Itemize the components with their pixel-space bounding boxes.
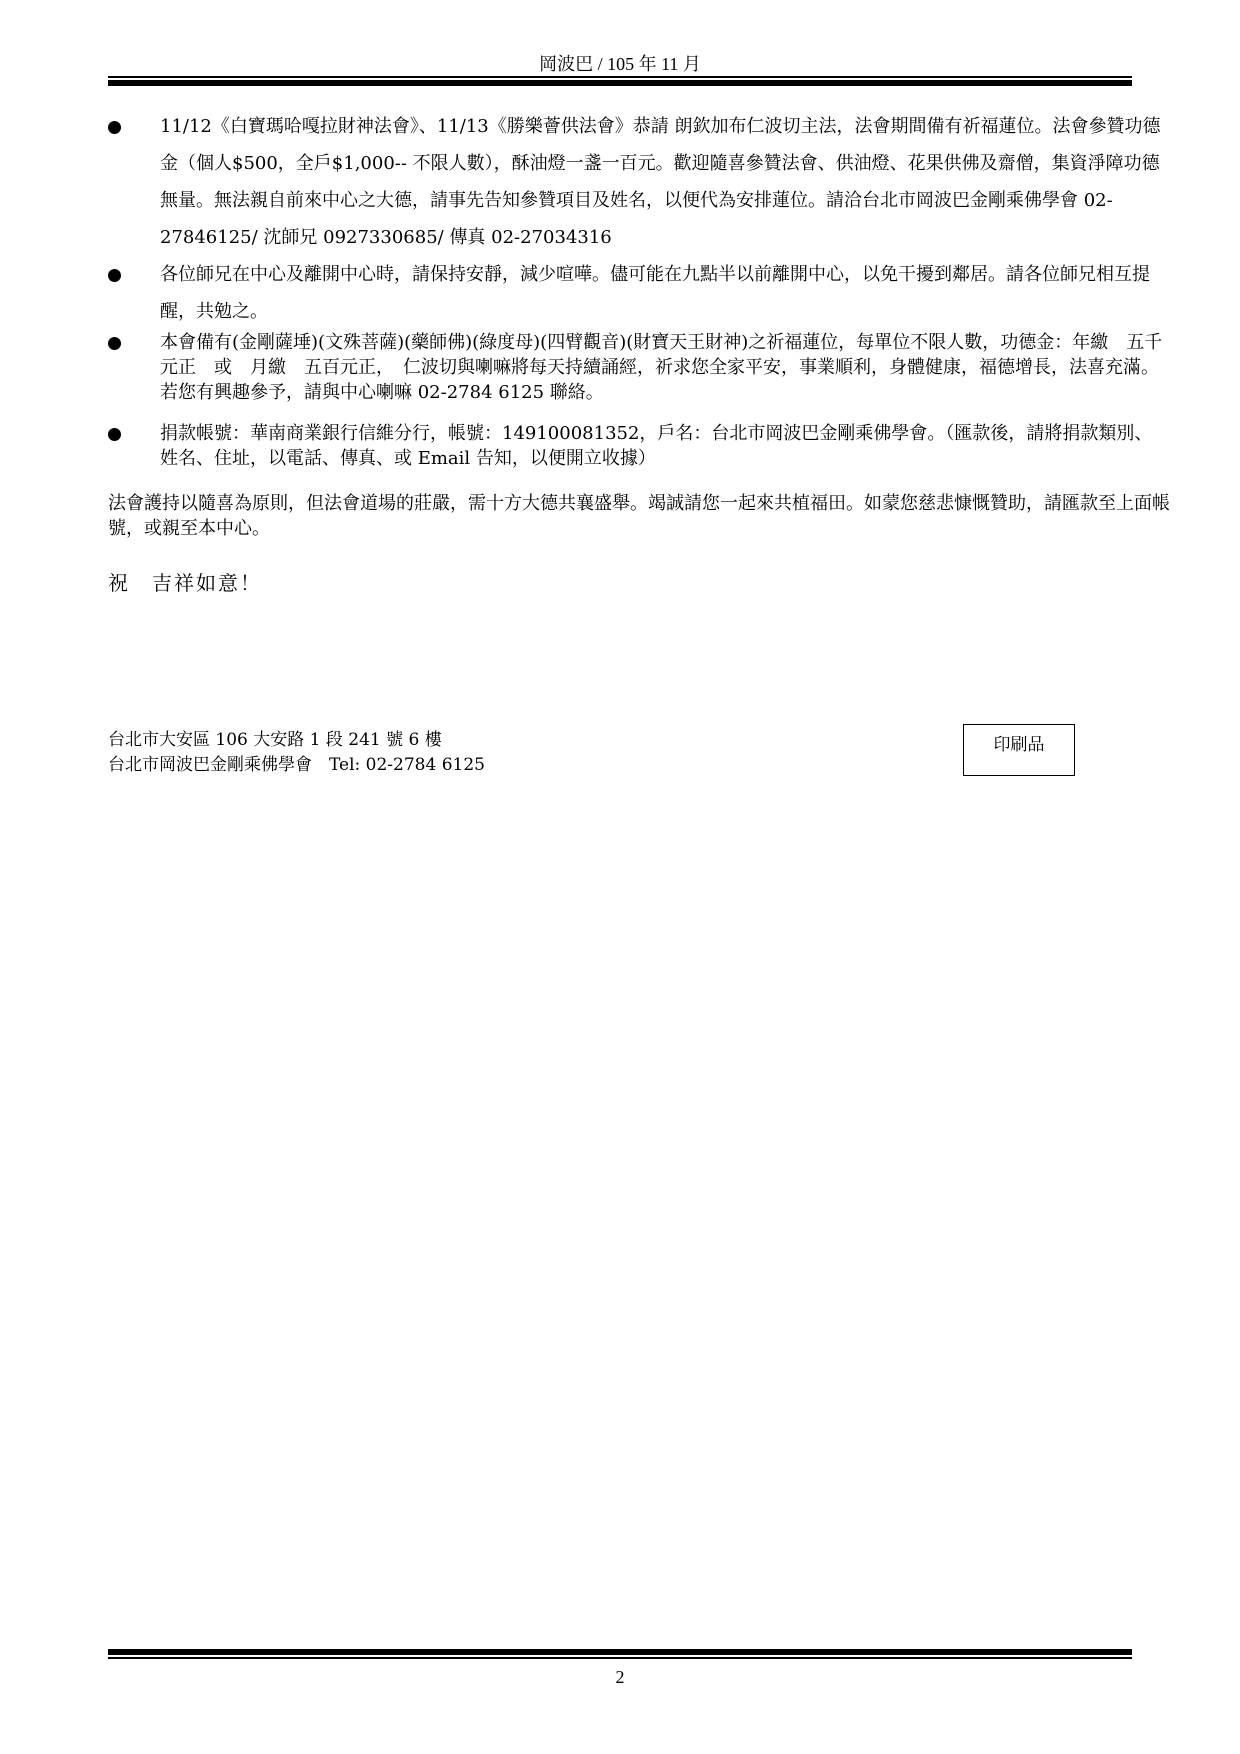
list-item [108,421,1170,471]
printed-matter-label: 印刷品 [963,724,1075,776]
bullet-icon [108,428,121,441]
greeting-prefix: 祝 [108,571,130,595]
list-item-text: 各位師兄在中心及離開中心時，請保持安靜，減少喧嘩。儘可能在九點半以前離開中心，以免干擾到鄰居。請各位師兄相互提醒，共勉之。 [160,264,1150,322]
header-rule-thin [108,76,1132,78]
list-item-text: 11/12《白寶瑪哈嘎拉財神法會》、11/13《勝樂薈供法會》恭請 朗欽加布仁波切主法，法會期間備有祈福蓮位。法會參贊功德金（個人$500，全戶$1,000-- 不限人數），酥油燈一盞一百元。歡迎隨喜參贊法會、供油燈、花果供佛及齋僧，集資淨障功德無量。無法親自前來中心之大德，請事先告知參贊項目及姓名，以便代為安排蓮位。請洽台北市岡波巴金剛乘佛學會 02-27846125/ 沈師兄 0927330685/ 傳真 02-27034316 [160,116,1161,248]
page-header-title: 岡波巴 / 105 年 11 月 [539,54,701,74]
greeting [108,567,1170,596]
organization-contact-line: 台北市岡波巴金剛乘佛學會 Tel: 02-2784 6125 [108,755,485,775]
page-number: 2 [615,1667,625,1687]
address-line: 台北市大安區 106 大安路 1 段 241 號 6 樓 [108,730,442,750]
footer-rule-thick [108,1649,1132,1655]
list-item-text: 捐款帳號：華南商業銀行信維分行，帳號：149100081352，戶名：台北市岡波巴金剛乘佛學會。（匯款後，請將捐款類別、姓名、住址，以電話、傳真、或 Email 告知，以便開立收據） [160,423,1153,469]
list-item-text: 本會備有(金剛薩埵)(文殊菩薩)(藥師佛)(綠度母)(四臂觀音)(財寶天王財神)之祈福蓮位，每單位不限人數，功德金：年繳 五千元正 或 月繳 五百元正， 仁波切與喇嘛將每天持續誦經，祈求您全家平安，事業順利，身體健康，福德增長，法喜充滿。若您有興趣參予，請與中心喇嘛 02-2784 6125 聯絡。 [160,332,1163,403]
main-content [108,108,1170,596]
list-item [108,256,1170,330]
list-item [108,108,1170,256]
list-item [108,330,1170,405]
footer-rule-thin [108,1657,1132,1659]
support-paragraph: 法會護持以隨喜為原則，但法會道場的莊嚴，需十方大德共襄盛舉。竭誠請您一起來共植福田。如蒙您慈悲慷慨贊助，請匯款至上面帳號，或親至本中心。 [108,493,1170,539]
header-rule-thick [108,80,1132,86]
bullet-icon [108,337,121,350]
bullet-icon [108,121,121,134]
address-block [108,728,485,778]
bullet-icon [108,269,121,282]
greeting-wish: 吉祥如意！ [152,571,262,595]
